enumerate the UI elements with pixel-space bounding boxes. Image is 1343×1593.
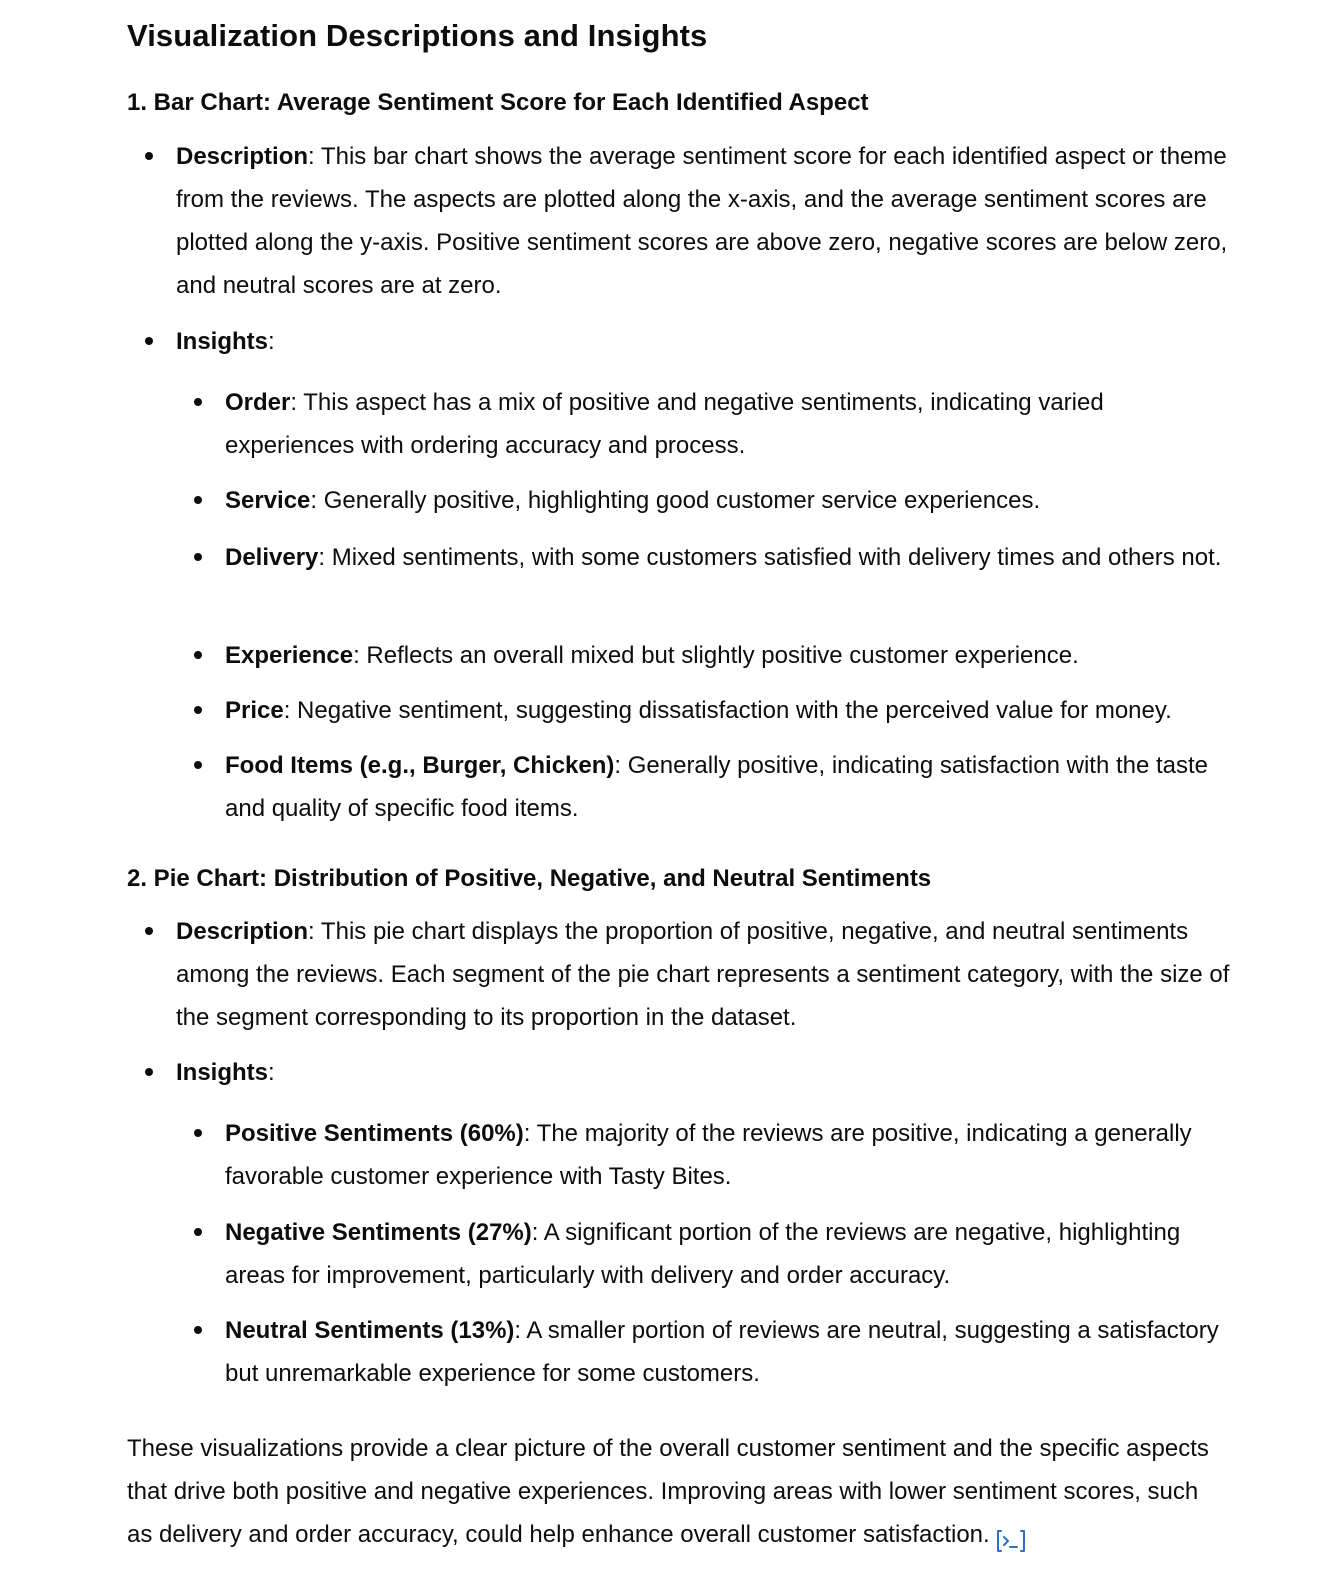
closing-paragraph: These visualizations provide a clear picture of the overall customer sentiment and the specific aspects that drive both positive and negative experiences. Improving areas with lower sentiment scores, such as delivery and order accuracy, could help enhance overall customer satisfaction. — [127, 1427, 1217, 1556]
insight-food-items: Food Items (e.g., Burger, Chicken): Generally positive, indicating satisfaction with the taste and quality of specific food items. — [225, 744, 1225, 830]
page-title: Visualization Descriptions and Insights — [127, 18, 708, 53]
section-1-title: 1. Bar Chart: Average Sentiment Score for Each Identified Aspect — [127, 89, 869, 116]
insight-negative-sentiments: Negative Sentiments (27%): A significant portion of the reviews are negative, highlighting areas for improvement, particularly with delivery and order accuracy. — [225, 1211, 1225, 1297]
insight-neutral-sentiments: Neutral Sentiments (13%): A smaller portion of reviews are neutral, suggesting a satisfactory but unremarkable experience for some customers. — [225, 1309, 1225, 1395]
insights-label: Insights — [176, 328, 269, 355]
insight-delivery: Delivery: Mixed sentiments, with some customers satisfied with delivery times and others not. — [225, 536, 1225, 579]
insight-positive-sentiments: Positive Sentiments (60%): The majority of the reviews are positive, indicating a generally favorable customer experience with Tasty Bites. — [225, 1112, 1225, 1198]
description-label: Description — [176, 918, 309, 945]
insights-label: Insights — [176, 1059, 269, 1086]
insight-service: Service: Generally positive, highlighting good customer service experiences. — [225, 479, 1225, 522]
insight-experience: Experience: Reflects an overall mixed but slightly positive customer experience. — [225, 634, 1225, 677]
code-citation-icon[interactable] — [996, 1524, 1026, 1548]
section-1-description — [176, 135, 1234, 307]
section-2-description — [176, 910, 1234, 1039]
section-2-insights: Insights: — [176, 1051, 1234, 1094]
section-1-insights: Insights: — [176, 320, 1234, 363]
description-label: Description — [176, 143, 309, 170]
description-text: : This pie chart displays the proportion of positive, negative, and neutral sentiments among the reviews. Each segment of the pie chart represents a sentiment category, with the size of the segment corresponding to its proportion in the dataset. — [176, 918, 1230, 1031]
description-text: : This bar chart shows the average sentiment score for each identified aspect or theme from the reviews. The aspects are plotted along the x-axis, and the average sentiment scores are plotted along the y-axis. Positive sentiment scores are above zero, negative scores are below zero, and neutral scores are at zero. — [176, 143, 1228, 299]
insight-price: Price: Negative sentiment, suggesting dissatisfaction with the perceived value for money. — [225, 689, 1225, 732]
section-2-title: 2. Pie Chart: Distribution of Positive, Negative, and Neutral Sentiments — [127, 865, 932, 892]
insight-order: Order: This aspect has a mix of positive and negative sentiments, indicating varied experiences with ordering accuracy and process. — [225, 381, 1225, 467]
